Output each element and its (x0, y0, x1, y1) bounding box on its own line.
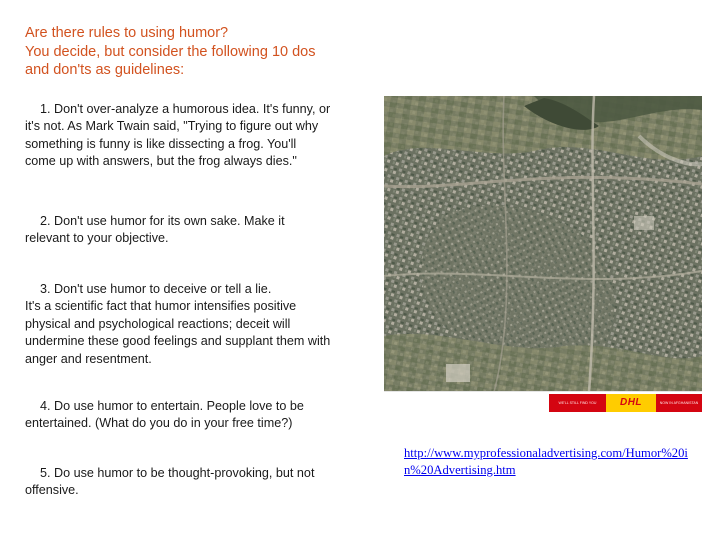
rule-line: 3. Don't use humor to deceive or tell a lie. (40, 282, 272, 296)
rule-line: offensive. (25, 483, 79, 498)
rule-line: relevant to your objective. (25, 231, 169, 246)
rule-line: undermine these good feelings and supplant them with (25, 334, 331, 349)
rule-3 (25, 281, 370, 368)
rule-line: come up with answers, but the frog always dies." (25, 154, 297, 169)
rule-line: It's a scientific fact that humor intensifies positive (25, 299, 297, 314)
heading-line: Are there rules to using humor? (25, 25, 229, 41)
rule-line: 2. Don't use humor for its own sake. Make it (40, 214, 285, 228)
ad-location-bar (656, 394, 702, 412)
rule-line: 1. Don't over-analyze a humorous idea. It's funny, or (40, 102, 331, 116)
intro-heading (25, 24, 355, 80)
rule-line: it's not. As Mark Twain said, "Trying to figure out why (25, 119, 319, 134)
ad-footer-strip (384, 391, 702, 414)
rule-5 (25, 465, 370, 500)
rule-line: anger and resentment. (25, 351, 152, 366)
rule-2 (25, 213, 370, 248)
dhl-aerial-city-ad-image (384, 96, 702, 414)
rule-line: something is funny is like dissecting a frog. You'll (25, 136, 297, 151)
ad-tagline-bar (549, 394, 606, 412)
source-link[interactable]: http://www.myprofessionaladvertising.com/Humor%20in%20Advertising.htm (404, 446, 688, 477)
rule-line: 5. Do use humor to be thought-provoking, but not (40, 466, 315, 480)
rule-line: 4. Do use humor to entertain. People love to be (40, 399, 304, 413)
dhl-logo (606, 394, 656, 412)
rule-line: entertained. (What do you do in your free time?) (25, 416, 293, 431)
rule-line: physical and psychological reactions; deceit will (25, 316, 291, 331)
ad-tagline-text: WE'LL STILL FIND YOU (558, 401, 597, 405)
rule-1 (25, 101, 370, 171)
heading-line: and don'ts as guidelines: (25, 62, 185, 78)
aerial-city-map (384, 96, 702, 392)
rule-4 (25, 398, 370, 433)
heading-line: You decide, but consider the following 10 dos (25, 43, 316, 60)
ad-location-text: NOW IN AFGHANISTAN (659, 401, 699, 405)
dhl-logo-text: DHL (619, 397, 643, 408)
